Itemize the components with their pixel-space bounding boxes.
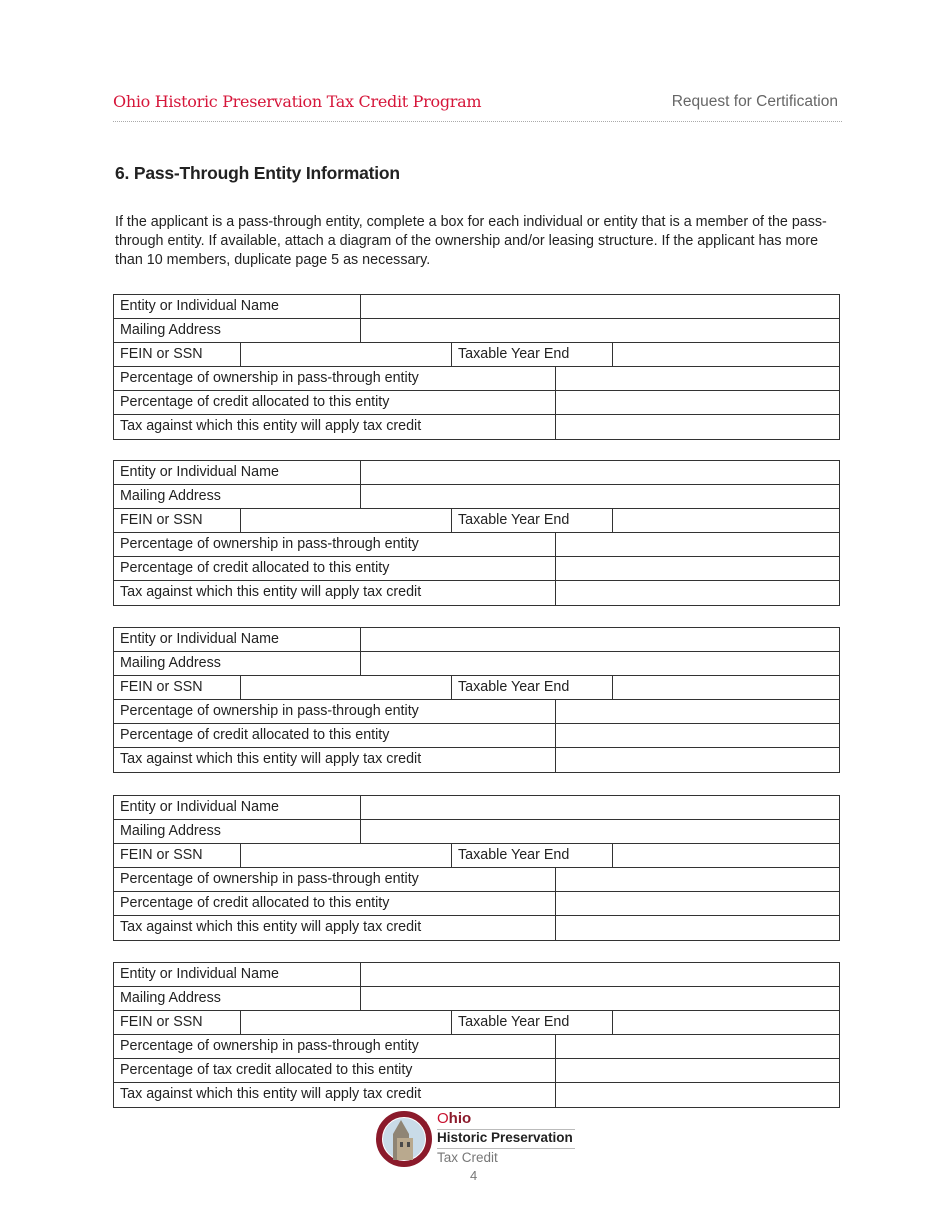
taxable-year-end-field[interactable]	[613, 1011, 839, 1034]
credit-percentage-field[interactable]	[556, 1059, 839, 1082]
address-row	[114, 820, 839, 844]
taxable-year-end-label: Taxable Year End	[452, 343, 613, 366]
name-row	[114, 796, 839, 820]
credit-row	[114, 391, 839, 415]
tax-row	[114, 748, 839, 772]
tax-type-field[interactable]	[556, 581, 839, 605]
entity-box	[113, 294, 840, 440]
mailing-address-label: Mailing Address	[114, 652, 361, 675]
ownership-percentage-label: Percentage of ownership in pass-through entity	[114, 1035, 556, 1058]
mailing-address-label: Mailing Address	[114, 319, 361, 342]
taxable-year-end-field[interactable]	[613, 343, 839, 366]
tax-row	[114, 581, 839, 605]
tax-type-label: Tax against which this entity will apply tax credit	[114, 916, 556, 940]
header-section-title: Request for Certification	[671, 93, 838, 110]
name-row	[114, 963, 839, 987]
credit-percentage-field[interactable]	[556, 391, 839, 414]
entity-box	[113, 460, 840, 606]
address-row	[114, 319, 839, 343]
name-row	[114, 461, 839, 485]
ownership-percentage-label: Percentage of ownership in pass-through entity	[114, 533, 556, 556]
mailing-address-field[interactable]	[361, 820, 839, 843]
tax-type-field[interactable]	[556, 748, 839, 772]
entity-name-field[interactable]	[361, 461, 839, 484]
taxable-year-end-label: Taxable Year End	[452, 509, 613, 532]
ownership-percentage-field[interactable]	[556, 700, 839, 723]
tax-type-field[interactable]	[556, 415, 839, 439]
mailing-address-field[interactable]	[361, 319, 839, 342]
credit-percentage-field[interactable]	[556, 724, 839, 747]
ownership-row	[114, 533, 839, 557]
tax-row	[114, 415, 839, 439]
name-row	[114, 628, 839, 652]
address-row	[114, 652, 839, 676]
entity-name-field[interactable]	[361, 295, 839, 318]
taxable-year-end-label: Taxable Year End	[452, 676, 613, 699]
mailing-address-field[interactable]	[361, 652, 839, 675]
address-row	[114, 485, 839, 509]
entity-name-field[interactable]	[361, 796, 839, 819]
fein-row	[114, 509, 839, 533]
mailing-address-field[interactable]	[361, 987, 839, 1010]
section-title: 6. Pass-Through Entity Information	[115, 163, 400, 183]
taxable-year-end-label: Taxable Year End	[452, 1011, 613, 1034]
credit-row	[114, 557, 839, 581]
logo-ohio-text: Ohio	[437, 1110, 472, 1127]
tax-type-label: Tax against which this entity will apply tax credit	[114, 581, 556, 605]
entity-name-field[interactable]	[361, 628, 839, 651]
fein-ssn-label: FEIN or SSN	[114, 509, 241, 532]
mailing-address-label: Mailing Address	[114, 485, 361, 508]
mailing-address-field[interactable]	[361, 485, 839, 508]
entity-name-label: Entity or Individual Name	[114, 295, 361, 318]
credit-percentage-field[interactable]	[556, 892, 839, 915]
credit-percentage-label: Percentage of tax credit allocated to this entity	[114, 1059, 556, 1082]
fein-row	[114, 1011, 839, 1035]
name-row	[114, 295, 839, 319]
entity-name-label: Entity or Individual Name	[114, 796, 361, 819]
fein-ssn-field[interactable]	[241, 343, 452, 366]
fein-row	[114, 343, 839, 367]
fein-ssn-field[interactable]	[241, 844, 452, 867]
credit-percentage-label: Percentage of credit allocated to this entity	[114, 391, 556, 414]
credit-percentage-field[interactable]	[556, 557, 839, 580]
fein-ssn-field[interactable]	[241, 1011, 452, 1034]
address-row	[114, 987, 839, 1011]
fein-ssn-label: FEIN or SSN	[114, 1011, 241, 1034]
logo-tax-credit: Tax Credit	[437, 1150, 498, 1165]
tax-type-field[interactable]	[556, 1083, 839, 1107]
entity-box	[113, 962, 840, 1108]
taxable-year-end-field[interactable]	[613, 509, 839, 532]
tax-type-label: Tax against which this entity will apply tax credit	[114, 415, 556, 439]
logo-divider	[437, 1148, 575, 1149]
ownership-percentage-field[interactable]	[556, 1035, 839, 1058]
fein-ssn-label: FEIN or SSN	[114, 343, 241, 366]
ownership-row	[114, 868, 839, 892]
ownership-row	[114, 700, 839, 724]
intro-paragraph: If the applicant is a pass-through entity, complete a box for each individual or entity that is a member of the pass-through entity. If available, attach a diagram of the ownership and/or leasing structure. If the applicant has more than 10 members, duplicate page 5 as necessary.	[115, 214, 827, 268]
tax-type-field[interactable]	[556, 916, 839, 940]
tax-row	[114, 1083, 839, 1107]
ownership-percentage-field[interactable]	[556, 868, 839, 891]
ownership-percentage-field[interactable]	[556, 367, 839, 390]
taxable-year-end-field[interactable]	[613, 844, 839, 867]
credit-percentage-label: Percentage of credit allocated to this entity	[114, 557, 556, 580]
ohio-historic-preservation-logo-icon	[375, 1110, 433, 1168]
logo-historic-preservation: Historic Preservation	[437, 1130, 573, 1145]
ownership-percentage-label: Percentage of ownership in pass-through entity	[114, 700, 556, 723]
credit-row	[114, 892, 839, 916]
page-number: 4	[470, 1168, 478, 1183]
tax-type-label: Tax against which this entity will apply tax credit	[114, 1083, 556, 1107]
entity-box	[113, 795, 840, 941]
fein-row	[114, 676, 839, 700]
credit-percentage-label: Percentage of credit allocated to this entity	[114, 892, 556, 915]
credit-row	[114, 724, 839, 748]
ownership-row	[114, 367, 839, 391]
fein-ssn-label: FEIN or SSN	[114, 676, 241, 699]
taxable-year-end-label: Taxable Year End	[452, 844, 613, 867]
ownership-percentage-label: Percentage of ownership in pass-through entity	[114, 367, 556, 390]
mailing-address-label: Mailing Address	[114, 820, 361, 843]
header-program-title: Ohio Historic Preservation Tax Credit Program	[113, 92, 482, 111]
fein-row	[114, 844, 839, 868]
fein-ssn-field[interactable]	[241, 509, 452, 532]
ownership-percentage-field[interactable]	[556, 533, 839, 556]
entity-name-field[interactable]	[361, 963, 839, 986]
ownership-percentage-label: Percentage of ownership in pass-through entity	[114, 868, 556, 891]
entity-name-label: Entity or Individual Name	[114, 461, 361, 484]
taxable-year-end-field[interactable]	[613, 676, 839, 699]
header-divider	[113, 121, 842, 122]
credit-row	[114, 1059, 839, 1083]
entity-name-label: Entity or Individual Name	[114, 963, 361, 986]
ownership-row	[114, 1035, 839, 1059]
fein-ssn-field[interactable]	[241, 676, 452, 699]
tax-type-label: Tax against which this entity will apply tax credit	[114, 748, 556, 772]
fein-ssn-label: FEIN or SSN	[114, 844, 241, 867]
mailing-address-label: Mailing Address	[114, 987, 361, 1010]
credit-percentage-label: Percentage of credit allocated to this entity	[114, 724, 556, 747]
entity-box	[113, 627, 840, 773]
entity-name-label: Entity or Individual Name	[114, 628, 361, 651]
tax-row	[114, 916, 839, 940]
